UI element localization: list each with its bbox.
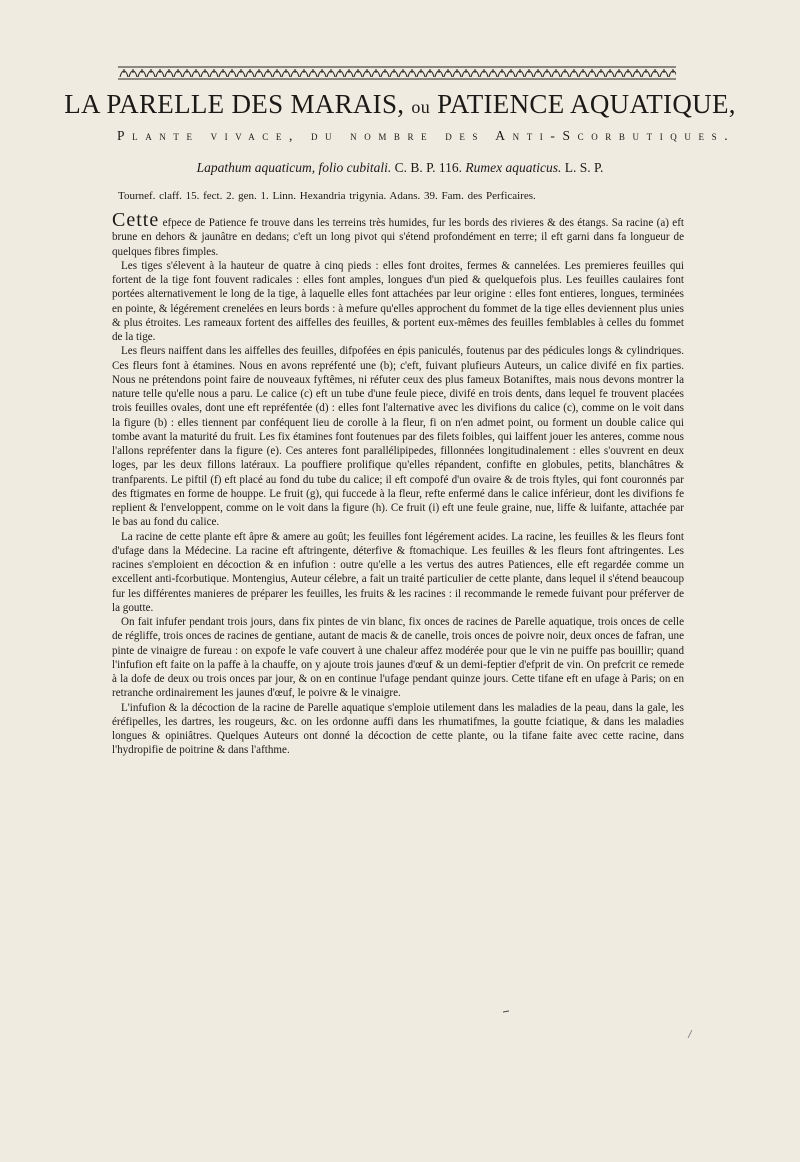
paragraph-1-text: efpece de Patience fe trouve dans les terreins très humides, fur les bords des rivieres & des étangs. Sa racine (a) eft brune en dehors & jaunâtre en dedans; c'eft un long pivot qui s'étend profondément en terre; il eft garni dans fa longueur de quelques fibres fimples. [112, 217, 684, 258]
page-title [0, 88, 800, 123]
paragraph-5: On fait infufer pendant trois jours, dans fix pintes de vin blanc, fix onces de racines de Parelle aquatique, trois onces de celle de régliffe, trois onces de racines de gentiane, autant de macis & de canelle, trois onces de poivre noir, deux onces de fafran, une pinte de vinaigre de fureau : on expofe le vafe couvert à une chaleur affez modérée pour que le vin ne puiffe pas bouillir; quand l'infufion eft faite on la paffe à la chauffe, on y ajoute trois jaunes d'œuf & un demi-feptier d'efprit de vin. On prefcrit ce remede à la dofe de deux ou trois onces par jour, & on en continue l'ufage pendant quinze jours. Cette tifane eft en ufage à Paris; on en retranche ordinairement les jaunes d'œuf, le poivre & le vinaigre. [112, 616, 684, 700]
subtitle: Plante vivace, du nombre des Anti-Scorbutiques. [117, 128, 736, 143]
paragraph-3: Les fleurs naiffent dans les aiffelles des feuilles, difpofées en épis paniculés, foutenus par des pédicules longs & cylindriques. Ces fleurs font à étamines. Nous en avons repréfenté une (b); c'eft, fuivant plufieurs Auteurs, un calice divifé en fix parties. Nous ne prétendons point faire de nouveaux fyftêmes, ni réfuter ceux des plus fameux Botaniftes, mais nous devons montrer la nature telle qu'elle nous a paru. Le calice (c) eft un tube d'une feule piece, divifé en trois dents, dans lequel fe trouvent placées trois feuilles ovales, dont une eft repréfentée (d) : elles font l'alternative avec les divifions du calice (c), comme on le voit dans la figure (b) : elles tiennent par conféquent lieu de corolle à la fleur, fi on n'en admet point, ou forment un double calice qui tombe avant la maturité du fruit. Les fix étamines font foutenues par des filets foibles, qui laiffent jouer les anteres, comme nous l'allons repréfenter dans la figure (e). Ces anteres font parallélipipedes, fillonnées longitudinalement : elles s'ouvrent en deux loges, par les deux fillons latéraux. La pouffiere prolifique qu'elles répandent, confifte en globules, petits, blanchâtres & tranfparents. Le piftil (f) eft placé au fond du tube du calice; il eft compofé d'un ovaire & de trois ftyles, qui font couronnés par des ftigmates en forme de houppe. Le fruit (g), qui fuccede à la fleur, refte enfermé dans le calice inférieur, dont les divifions fe replient & l'enveloppent, comme on le voit dans la figure (h). Ce fruit (i) eft une feule graine, nue, liffe & luifante, attachée par le bas au fond du calice. [112, 345, 684, 529]
ornamental-border [118, 66, 676, 80]
latin-name-1: Lapathum aquaticum, folio cubitali. [196, 160, 392, 175]
latin-name-2: Rumex aquaticus. [465, 160, 562, 175]
latin-names [0, 159, 800, 177]
title-rest: PATIENCE AQUATIQUE, [437, 89, 736, 119]
classification-line: Tournef. claff. 15. fect. 2. gen. 1. Linn. Hexandria trigynia. Adans. 39. Fam. des Perficaires. [118, 190, 536, 202]
title-main: LA PARELLE DES MARAIS, [64, 89, 405, 119]
latin-ref-2: L. S. P. [564, 160, 604, 175]
paragraph-2: Les tiges s'élevent à la hauteur de quatre à cinq pieds : elles font droites, fermes & cannelées. Les premieres feuilles qui fortent de la tige font fouvent radicales : elles font amples, longues d'un pied & quelquefois plus. Les feuilles caulaires font portées alternativement le long de la tige, à laquelle elles font attachées par leur origine : elles font entieres, longues, terminées en pointe, & légérement crenelées en leurs bords : à mefure qu'elles approchent du fommet de la tige elles deviennent plus unies & plus étroites. Les rameaux fortent des aiffelles des feuilles, & portent eux-mêmes des feuilles femblables à celles du fommet de la tige. [112, 259, 684, 343]
ink-mark [503, 1010, 509, 1014]
latin-ref-1: C. B. P. 116. [394, 160, 462, 175]
body-text [112, 209, 684, 758]
drop-cap: Cette [112, 209, 160, 231]
title-ou: ou [411, 97, 431, 117]
paragraph-1 [112, 209, 684, 259]
ink-mark-slash [687, 1030, 693, 1038]
paragraph-4: La racine de cette plante eft âpre & amere au goût; les feuilles font légérement acides. La racine, les feuilles & les fleurs font d'ufage dans la Médecine. La racine eft aftringente, déterfive & ftomachique. Les feuilles & les fleurs font aftringentes. Les racines s'emploient en décoction & en infufion : outre qu'elle a les vertus des autres Patiences, elle eft regardée comme un excellent anti-fcorbutique. Montengius, Auteur célebre, a fait un traité particulier de cette plante, dans lequel il s'étend beaucoup fur les différentes manieres de préparer les feuilles, les fruits & les racines : il recommande le remede fuivant pour préferver de la goutte. [112, 530, 684, 614]
paragraph-6: L'infufion & la décoction de la racine de Parelle aquatique s'emploie utilement dans les maladies de la peau, dans la gale, les éréfipelles, les dartres, les rougeurs, &c. on les ordonne auffi dans les rhumatifmes, la goutte fciatique, & dans les maladies longues & opiniâtres. Quelques Auteurs ont donné la décoction de cette plante, ou la tifane faite avec cette racine, dans l'hydropifie de poitrine & dans l'afthme. [112, 701, 684, 757]
